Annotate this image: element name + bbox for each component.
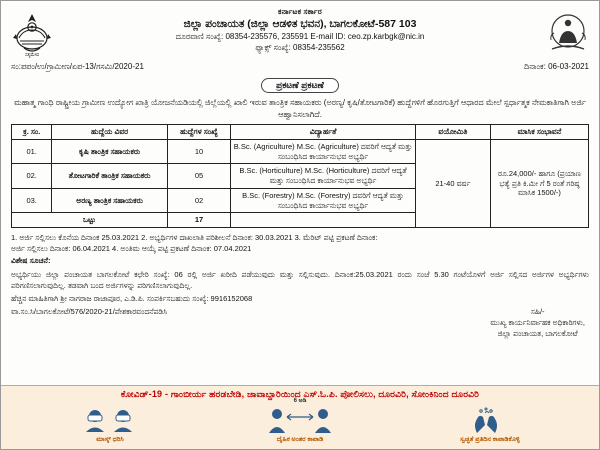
th-qualification: ವಿದ್ಯಾರ್ಹತೆ (231, 125, 416, 140)
karnataka-state-emblem-icon (9, 7, 55, 59)
instructions-paragraph: ಅಭ್ಯರ್ಥಿಯು ಜಿಲ್ಲಾ ಪಂಚಾಯತ ಬಾಗಲಕೋಟೆ ಕಛೇರಿ ಸಂಖ್ಯೆ: 06 ರಲ್ಲಿ ಅರ್ಜಿ ಖರೀದಿ ಪಡೆಯುವುದು ಮತ್ತು ಸಲ್ಲಿಸುವುದು. ದಿನಾಂಕ:25.03.2021 ರಂದು ಸಂಜೆ 5.30 ಗಂಟೆಯೊಳಗೆ ಅರ್ಜಿ ಸಲ್ಲಿಸದ ಅರ್ಜಿಗಳ ಅಭ್ಯರ್ಥಿಗಳು ಪರಿಗಣಿಸಲಾಗುವುದಿಲ್ಲ. ತಡವಾಗಿ ಬಂದ ಅರ್ಜಿಗಳನ್ನು ಪರಿಗಣಿಸಲಾಗುವುದಿಲ್ಲ. (11, 269, 589, 291)
th-age: ವಯೋಮಿತಿ (415, 125, 490, 140)
special-note-label: ವಿಶೇಷ ಸೂಚನೆ: (11, 255, 51, 265)
cell-post: ಅರಣ್ಯ ತಾಂತ್ರಿಕ ಸಹಾಯಕರು (52, 188, 167, 213)
intro-paragraph: ಮಹಾತ್ಮ ಗಾಂಧಿ ರಾಷ್ಟ್ರೀಯ ಗ್ರಾಮೀಣ ಉದ್ಯೋಗ ಖಾತ್ರಿ ಯೋಜನೆಯಡಿಯಲ್ಲಿ ಜಿಲ್ಲೆಯಲ್ಲಿ ಖಾಲಿ ಇರುವ ತಾಂತ್ರಿಕ ಸಹಾಯಕರು (ಅರಣ್ಯ/ ಕೃಷಿ/ತೋಟಗಾರಿಕೆ) ಹುದ್ದೆಗಳಿಗೆ ಹೊರಗುತ್ತಿಗೆ ಆಧಾರದ ಮೇಲೆ ಸ್ಪರ್ಧಾತ್ಮಕ ನೇಮಕಾತಿಗಾಗಿ ಅರ್ಜಿ ಆಹ್ವಾನಿಸಲಾಗಿದೆ. (14, 98, 586, 119)
covid-awareness-footer (1, 385, 599, 449)
designation-line-1: ಮುಖ್ಯ ಕಾರ್ಯನಿರ್ವಾಹಕ ಅಧಿಕಾರಿಗಳು, (490, 317, 585, 327)
th-pay: ಮಾಸಿಕ ಸಂಭಾವನೆ (490, 125, 588, 140)
cell-total-blank (231, 213, 416, 228)
dates-line-2: ಅರ್ಜಿ ಸಲ್ಲಿಸಲು ದಿನಾಂಕ: 06.04.2021 4. ಅಂತಿಮ ಆಯ್ಕೆ ಪಟ್ಟಿ ಪ್ರಕಟಣೆ ದಿನಾಂಕ: 07.04.2021 (11, 244, 252, 254)
designation-line-2: ಜಿಲ್ಲಾ ಪಂಚಾಯತ, ಬಾಗಲಕೋಟೆ (497, 328, 578, 338)
cell-qualification: B.Sc. (Agriculture) M.Sc. (Agriculture) ದವರಿಗೆ ಆದ್ಯತೆ ಮತ್ತು ಸಂಬಂಧಿಸಿದ ಕಾರ್ಯಾನುಭವ ಅಭ್ಯರ್ಥಿ (231, 139, 416, 164)
cell-total-label: ಒಟ್ಟು (12, 213, 168, 228)
th-sl: ಕ್ರ. ಸಂ. (12, 125, 52, 140)
signature-block (1, 305, 599, 340)
cell-count: 02 (167, 188, 230, 213)
phone-email-line: ದೂರವಾಣಿ ಸಂಖ್ಯೆ: 08354-235576, 235591 E-mail ID: ceo.zp.karbgk@nic.in (175, 32, 425, 42)
reference-number: ಸಂ:ಪಪಂ/ಉ/ಗ್ರಾಮೀಣ/ಏಪ-13/ಗಸಮಿ/2020-21 (11, 62, 144, 71)
cell-sl: 02. (12, 164, 52, 189)
th-post: ಹುದ್ದೆಯ ವಿವರ (52, 125, 167, 140)
document-header (1, 1, 599, 61)
fax-line: ಫ್ಯಾಕ್ಸ್ ಸಂಖ್ಯೆ: 08354-235562 (255, 42, 345, 52)
cell-age-merged: 21-40 ವರ್ಷ (415, 139, 490, 227)
svg-text:ಸತ್ಯಮೇವ: ಸತ್ಯಮೇವ (24, 52, 40, 57)
covid-title: ಕೋವಿಡ್-19 - ಗಾಂಬೀರ್ಯ ಹರಡಬೇಡಿ, ಜಾವಾಬ್ದಾರಿಯಿಂದ ಎಸ್.ಓ.ಪಿ. ಪೋಲಿಸಲು, ದೂರವಿರಿ, ಸೋಂಕಿನಿಂದ ದೂರವಿರಿ (120, 389, 480, 399)
table-row (12, 139, 589, 164)
important-dates (1, 228, 599, 266)
vacancy-table-wrap (1, 124, 599, 228)
cell-count: 10 (167, 139, 230, 164)
covid-item-handwash (419, 405, 562, 444)
handwash-icon (419, 405, 562, 435)
cell-post: ತೋಟಗಾರಿಕೆ ತಾಂತ್ರಿಕ ಸಹಾಯಕರು (52, 164, 167, 189)
vacancy-table (11, 124, 589, 228)
cell-count: 05 (167, 164, 230, 189)
contact-line: ಹೆಚ್ಚಿನ ಮಾಹಿತಿಗಾಗಿ ಶ್ರೀ ನಾಗರಾಜ ರಾಜಾಪೂರ, ಎ.ಡಿ.ಪಿ. ಸಂಪರ್ಕಿಸಬಹುದು ಸಂಖ್ಯೆ: 9916152068 (11, 294, 253, 304)
covid-item-distance (229, 398, 372, 444)
distance-label: 6 ಅಡಿ (293, 398, 307, 405)
signatory (490, 307, 585, 340)
state-government-line: ಕರ್ನಾಟಕ ಸರ್ಕಾರ (278, 7, 322, 16)
sd-label: ಸಹಿ/- (530, 306, 545, 316)
covid-caption-mask: ಮಾಸ್ಕ್ ಧರಿಸಿ (96, 436, 124, 444)
covid-icon-row (1, 400, 599, 444)
covid-item-mask (39, 405, 182, 444)
office-title: ಜಿಲ್ಲಾ ಪಂಚಾಯತ (ಜಿಲ್ಲಾ ಆಡಳಿತ ಭವನ), ಬಾಗಲಕೋಟೆ-587 103 (183, 18, 417, 30)
covid-caption-handwash: ಸ್ವಚ್ಛತೆ ಪ್ರತಿದಿನ ಕಾಪಾಡಿಕೊಳ್ಳಿ (460, 436, 520, 444)
dates-line-1: 1. ಅರ್ಜಿ ಸಲ್ಲಿಸಲು ಕೊನೆಯ ದಿನಾಂಕ 25.03.2021 2. ಅಭ್ಯರ್ಥಿಗಳ ದಾಖಲಾತಿ ಪರಿಶೀಲನೆ ದಿನಾಂಕ: 30.03.2021 3. ಮೆರಿಟ್ ಪಟ್ಟಿ ಪ್ರಕಟಣೆ ದಿನಾಂಕ: (11, 233, 378, 243)
cell-pay-merged: ರೂ.24,000/- ಹಾಗೂ (ಪ್ರಯಾಣ ಭತ್ಯೆ ಪ್ರತಿ ಕಿ.ಮೀ ಗೆ 5 ರಂತೆ ಗರಿಷ್ಠ ಮಾಸಿಕ 1500/-) (490, 139, 588, 227)
covid-caption-distance: ದೈಹಿಕ ಅಂತರ ಕಾಪಾಡಿ (276, 436, 324, 444)
reference-date: ದಿನಾಂಕ: 06-03-2021 (524, 62, 589, 71)
press-note-badge: ಪ್ರಕಟಣೆ ಪ್ರಕಟಣೆ (261, 78, 339, 93)
face-mask-icon (39, 405, 182, 435)
cell-qualification: B.Sc. (Horticulture) M.Sc. (Horticulture) ದವರಿಗೆ ಆದ್ಯತೆ ಮತ್ತು ಸಂಬಂಧಿಸಿದ ಕಾರ್ಯಾನುಭವ ಅಭ್ಯರ್ಥಿ (231, 164, 416, 189)
cell-sl: 03. (12, 188, 52, 213)
cell-post: ಕೃಷಿ ತಾಂತ್ರಿಕ ಸಹಾಯಕರು (52, 139, 167, 164)
cell-qualification: B.Sc. (Forestry) M.Sc. (Forestry) ದವರಿಗೆ ಆದ್ಯತೆ ಮತ್ತು ಸಂಬಂಧಿಸಿದ ಕಾರ್ಯಾನುಭವ ಅಭ್ಯರ್ಥಿ (231, 188, 416, 213)
cell-sl: 01. (12, 139, 52, 164)
cell-total-count: 17 (167, 213, 230, 228)
press-note-badge-wrap (1, 75, 599, 93)
mgnrega-logo-icon (545, 7, 591, 59)
file-number: ವಾ.ಸಂ.ಸಿ/ಬಾಗಲಕೋಟೆ/576/2020-21/ಪೇಶಕಾರವಂದನೆಪಡಿಸಿ (11, 306, 168, 316)
th-count: ಹುದ್ದೆಗಳ ಸಂಖ್ಯೆ (167, 125, 230, 140)
social-distance-icon (229, 405, 372, 435)
reference-row (1, 61, 599, 72)
table-header-row (12, 125, 589, 140)
